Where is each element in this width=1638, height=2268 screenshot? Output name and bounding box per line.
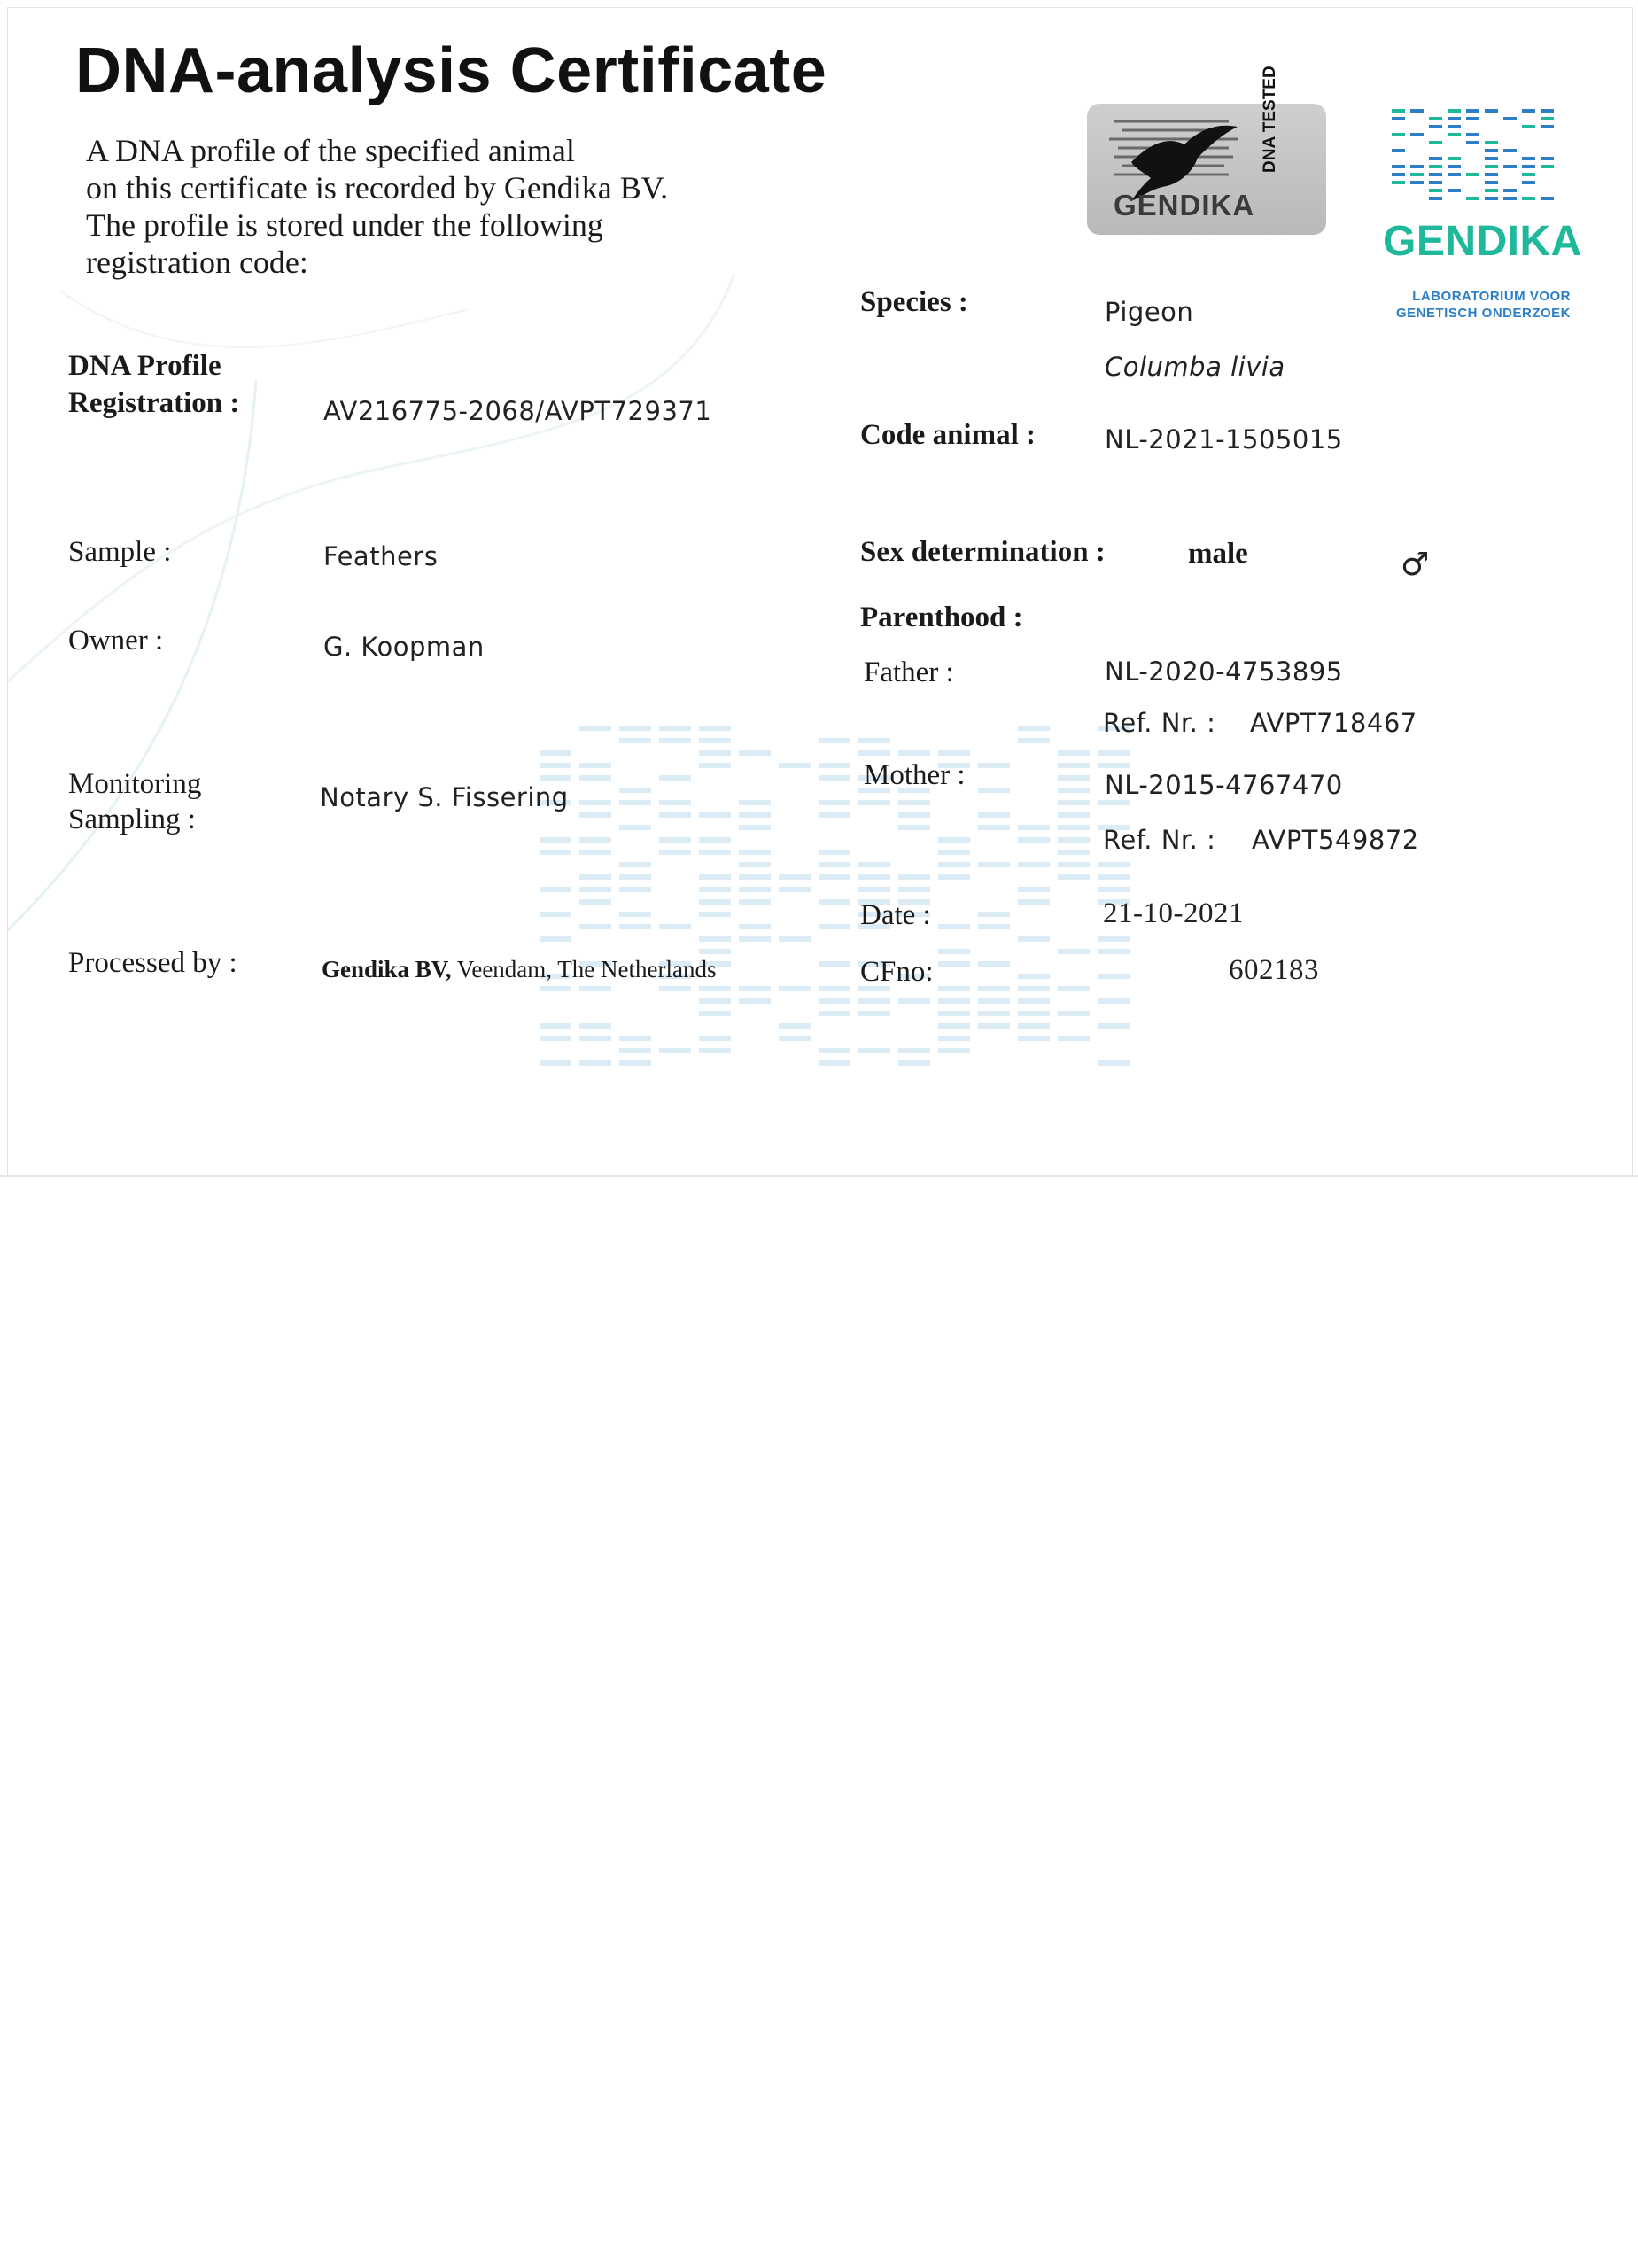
sample-label: Sample : xyxy=(68,536,172,568)
logo-subtitle-line: GENETISCH ONDERZOEK xyxy=(1395,306,1571,321)
intro-line: on this certificate is recorded by Gendika BV. xyxy=(86,170,669,206)
dna-tested-badge xyxy=(1087,66,1326,235)
owner-label: Owner : xyxy=(68,625,164,656)
processed-company: Gendika BV, xyxy=(322,956,452,983)
father-ref-label: Ref. Nr. : xyxy=(1103,708,1216,738)
processed-label: Processed by : xyxy=(68,947,237,979)
mother-value: NL-2015-4767470 xyxy=(1105,770,1343,800)
badge-tag: DNA TESTED xyxy=(1261,66,1279,173)
species-latin-value: Columba livia xyxy=(1105,352,1285,382)
date-label: Date : xyxy=(860,899,931,931)
intro-line: registration code: xyxy=(86,245,308,280)
date-value: 21-10-2021 xyxy=(1103,897,1244,929)
logo-subtitle-line: LABORATORIUM VOOR xyxy=(1412,289,1571,304)
processed-location: Veendam, The Netherlands xyxy=(451,956,717,983)
male-symbol-icon: ♂ xyxy=(1401,547,1430,583)
sample-value: Feathers xyxy=(323,541,439,571)
code-animal-label: Code animal : xyxy=(860,419,1036,451)
species-common-value: Pigeon xyxy=(1105,297,1194,327)
code-animal-value: NL-2021-1505015 xyxy=(1105,424,1343,454)
card-edge xyxy=(0,1175,1638,1177)
gendika-logo-icon xyxy=(1385,104,1562,210)
father-label: Father : xyxy=(864,656,954,688)
monitoring-label-line2: Sampling : xyxy=(68,804,196,835)
logo-name: GENDIKA xyxy=(1383,218,1582,265)
intro-text xyxy=(86,132,759,281)
logo-subtitle xyxy=(1374,288,1571,322)
registration-label-line1: DNA Profile xyxy=(68,350,221,382)
sex-determination-label: Sex determination : xyxy=(860,536,1106,568)
mother-label: Mother : xyxy=(864,759,966,791)
certificate-card xyxy=(7,7,1633,1177)
cfno-label: CFno: xyxy=(860,956,934,988)
species-label: Species : xyxy=(860,286,968,318)
registration-value: AV216775-2068/AVPT729371 xyxy=(323,396,712,426)
mother-ref-value: AVPT549872 xyxy=(1252,825,1419,855)
monitoring-value: Notary S. Fissering xyxy=(320,782,569,812)
monitoring-label-line1: Monitoring xyxy=(68,768,202,800)
badge-name: GENDIKA xyxy=(1114,189,1255,221)
parenthood-label: Parenthood : xyxy=(860,602,1023,633)
mother-ref-label: Ref. Nr. : xyxy=(1103,825,1216,855)
father-value: NL-2020-4753895 xyxy=(1105,656,1343,687)
owner-value: G. Koopman xyxy=(323,632,485,662)
father-ref-value: AVPT718467 xyxy=(1250,708,1417,738)
intro-line: The profile is stored under the following xyxy=(86,207,603,243)
registration-label-line2: Registration : xyxy=(68,387,240,419)
sex-value: male xyxy=(1188,538,1248,570)
cfno-value: 602183 xyxy=(1229,954,1319,986)
processed-value xyxy=(322,956,716,983)
certificate-title: DNA-analysis Certificate xyxy=(75,35,827,106)
intro-line: A DNA profile of the specified animal xyxy=(86,133,575,168)
